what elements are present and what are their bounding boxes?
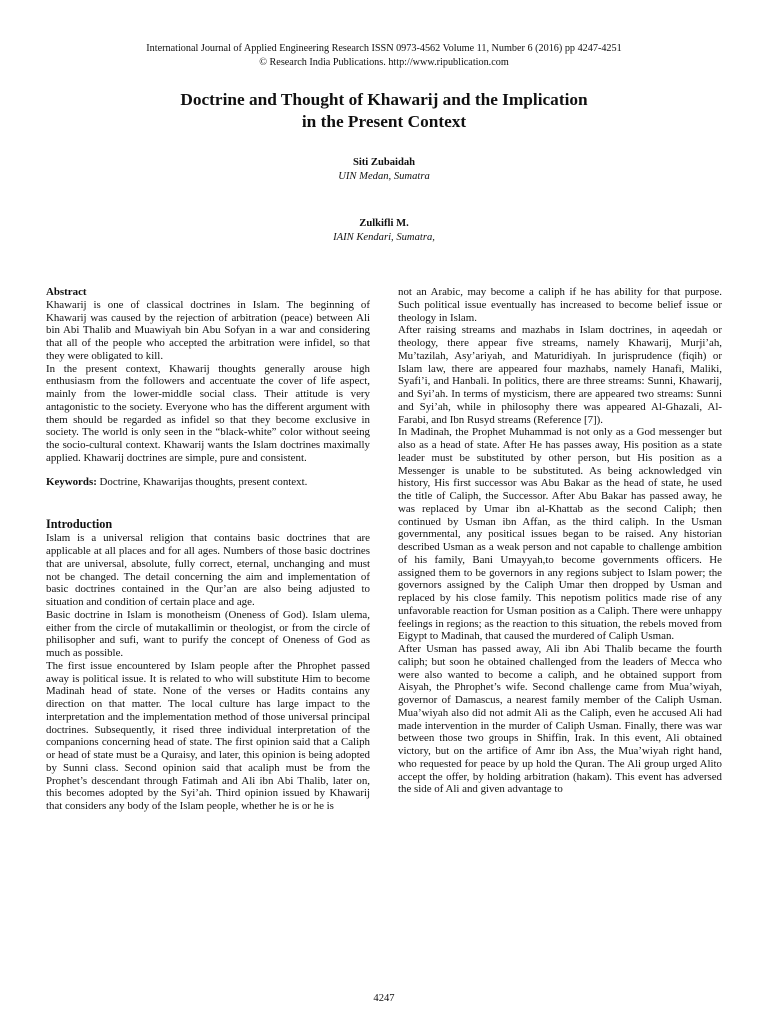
abstract-paragraph: In the present context, Khawarij thoughts generally arouse high enthusiasm from the followers and accentuate the cover of life aspect, mainly from the lower-middle social class. Their attitude is very antagonistic to the society. Everyone who has the different argument with them should be regarded as infidel so that they become exclusive in society. The world is only seen in the “black-white” color without seeing the socio-cultural context. Khawarij wants the Islam doctrines maximally applied. Khawarij doctrines are simple, pure and consistent. bbox=[46, 362, 370, 464]
title-line-2: in the Present Context bbox=[301, 112, 467, 131]
title-line-1: Doctrine and Thought of Khawarij and the Implication bbox=[180, 90, 588, 109]
author-affiliation: UIN Medan, Sumatra bbox=[338, 171, 430, 182]
page-number: 4247 bbox=[373, 993, 395, 1004]
author-2 bbox=[134, 217, 634, 245]
body-paragraph: The first issue encountered by Islam people after the Phrophet passed away is political issue. It is related to who will substitute Him to become Madinah head of state. None of the verses or Hadits contains any direction on that matter. The local culture has large impact to the interpretation and the implementation method of those universal principal doctrines. Subsequently, it rised three individual interpretation of the companions concerning head of state. The first opinion said that a Caliph or head of state must be a Quraisy, and later, this opinion is being adopted by Sunni class. Second opinion said that acaliph must be from the Prophet’s descendant through Fatimah and Ali ibn Abi Thalib, later on, this becomes adopted by the Syi’ah. Third opinion issued by Khawarij that considers any body of the Islam people, whether he is or he is bbox=[46, 659, 370, 812]
author-1 bbox=[134, 156, 634, 184]
author-name: Zulkifli M. bbox=[359, 218, 409, 229]
left-column bbox=[46, 286, 370, 813]
body-paragraph: In Madinah, the Prophet Muhammad is not only as a God messenger but also as a head of state. After He has passes away, His position as a state leader must be substituted by other person, but His position as a Messenger is unable to be substituted. As being acknowledged vin history, His first successor was Abu Bakar as the head of state, he used the title of Caliph, the Successor. After Abu Bakar has passed away, he was replaced by Umar ibn al-Khattab as the second Caliph; then continued by Usman ibn Affan, as the third caliph. In the Usman governmental, any positical issues began to be raised. Any historian described Usman as a weak person and not capable to challenge ambition of his family, Bani Umayyah,to become governments officers. He assigned them to be governors in any regions subject to Islam power; the governors assigned by the Caliph Umar then dropped by Usman and replaced by his close family. This nepotism politics made rise of any unfavorable reaction for Usman position as a Caliph. There were unhappy feelings in regions; as the reaction to this situation, the rebels moved from Eigypt to Madinah, that caused the murdered of Caliph Usman. bbox=[398, 426, 722, 643]
introduction-heading: Introduction bbox=[46, 517, 113, 532]
body-paragraph: After Usman has passed away, Ali ibn Abi Thalib became the fourth caliph; but soon he obtained challenged from the leaders of Mecca who were also wanted to become a caliph, and he obtained support from Aisyah, the Phrophet’s wife. Second challenge came from Mua’wiyah, governor of Damascus, a nearest family member of the Caliph Usman. Mua’wiyah also did not admit Ali as the Caliph, even he accused Ali had made intervention in the murder of Caliph Usman. Finally, there was war between those two groups in Shiffin, Irak. In this event, Ali obtained victory, but on the artifice of Amr ibn Ass, the Mua’wiyah right hand, who requested for peace by up hold the Quran. The Ali group urged Alito accept the offer, by holding arbitration (hakam). This event has adversed the side of Ali and given advantage to bbox=[398, 643, 722, 796]
body-paragraph: not an Arabic, may become a caliph if he has ability for that purpose. Such political issue eventually has increased to become belief issue or theology in Islam. bbox=[398, 286, 722, 324]
keywords bbox=[46, 476, 370, 489]
right-column bbox=[398, 286, 722, 796]
body-paragraph: After raising streams and mazhabs in Islam doctrines, in aqeedah or theology, there appear five streams, namely Khawarij, Murji’ah, Mu’tazilah, Asy’ariyah, and Maturidiyah. In jurisprudence (fiqih) or Islam law, there are appeared four mazhabs, namely Hanafi, Maliki, Syafi’i, and Hanbali. In politics, there are three streams: Sunni, Khawarij, and Syi’ah. In terms of mysticism, there are appeared two streams: Sunni and Syi’ah, while in philosophy there was appeared Al-Ghazali, Al-Farabi, and Ibn Rusyd streams (Reference [7]). bbox=[398, 324, 722, 426]
journal-citation: International Journal of Applied Engineering Research ISSN 0973-4562 Volume 11, Number 6 (2016) pp 4247-4251 bbox=[146, 43, 622, 54]
keywords-text: Doctrine, Khawarijas thoughts, present context. bbox=[96, 475, 308, 488]
journal-publisher: © Research India Publications. http://www.ripublication.com bbox=[259, 57, 509, 68]
body-paragraph: Basic doctrine in Islam is monotheism (Oneness of God). Islam ulema, either from the circle of mutakallimin or theologist, or from the circle of philisopher and sufi, want to purify the concept of Oneness of God as much as possible. bbox=[46, 608, 370, 659]
author-name: Siti Zubaidah bbox=[352, 157, 416, 168]
journal-header bbox=[40, 42, 728, 70]
abstract-paragraph: Khawarij is one of classical doctrines in Islam. The beginning of Khawarij was caused by the rejection of arbitration (peace) between Ali bin Abi Thalib and Muawiyah bin Abu Sofyan in a war and considering that all of the people who accepted the arbitration were infidel, so that they were obligated to kill. bbox=[46, 298, 370, 362]
paper-title bbox=[40, 89, 728, 133]
author-affiliation: IAIN Kendari, Sumatra, bbox=[333, 232, 435, 243]
body-paragraph: Islam is a universal religion that contains basic doctrines that are applicable at all places and for all ages. Numbers of those basic doctrines that are universal, absolute, fully correct, eternal, unchanging and must not be changed. The detail concerning the aim and implementation of basic doctrines contained in the Qur’an are also being adjusted to situation and condition of certain place and age. bbox=[46, 532, 370, 608]
keywords-label: Keywords: bbox=[46, 475, 97, 488]
abstract-heading: Abstract bbox=[46, 286, 87, 298]
